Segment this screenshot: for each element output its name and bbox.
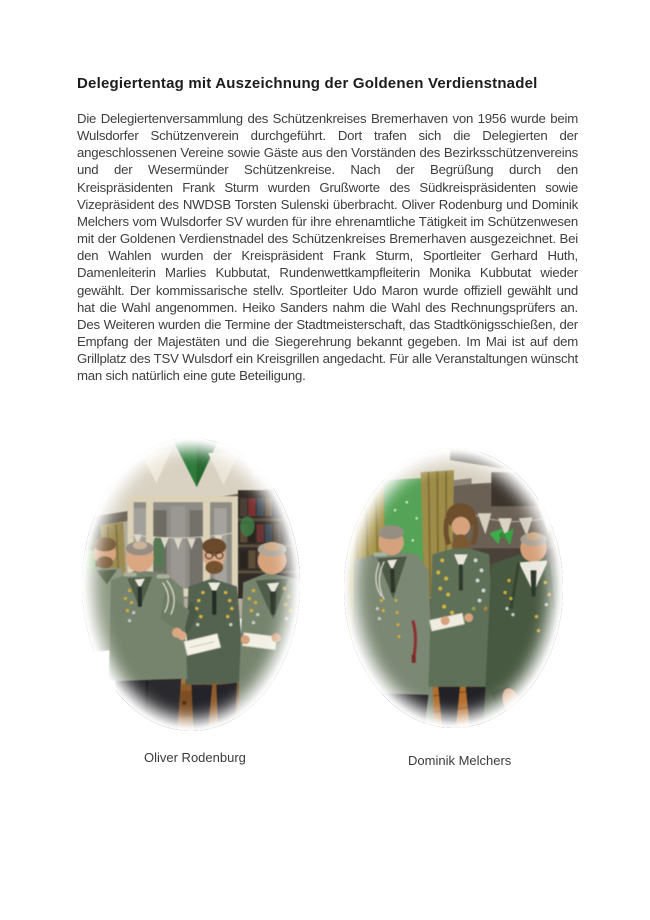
award-ceremony-illustration-right [344,448,563,728]
award-ceremony-illustration-left [82,438,300,731]
caption-dominik-melchers: Dominik Melchers [408,753,512,768]
article-heading: Delegiertentag mit Auszeichnung der Goldenen Verdienstnadel [77,75,538,92]
photo-dominik-melchers [344,448,563,728]
photo-oliver-rodenburg [82,438,300,731]
article-body: Die Delegiertenversammlung des Schützenkreises Bremerhaven von 1956 wurde beim Wulsdorfer Schützenverein durchgeführt. Dort trafen sich die Delegierten der angeschlossenen Vereine sowie Gäste aus den Vorständen des Bezirksschützenvereins und der Wesermünder Schützenkreise. Nach der Begrüßung durch den Kreispräsidenten Frank Sturm wurden Grußworte des Südkreispräsidenten sowie Vizepräsident des NWDSB Torsten Sulenski überbracht. Oliver Rodenburg und Dominik Melchers vom Wulsdorfer SV wurden für ihre ehrenamtliche Tätigkeit im Schützenwesen mit der Goldenen Verdienstnadel des Schützenkreises Bremerhaven ausgezeichnet. Bei den Wahlen wurden der Kreispräsident Frank Sturm, Sportleiter Gerhard Huth, Damenleiterin Marlies Kubbutat, Rundenwettkampfleiterin Monika Kubbutat wieder gewählt. Der kommissarische stellv. Sportleiter Udo Maron wurde offiziell gewählt und hat die Wahl angenommen. Heiko Sanders nahm die Wahl des Rechnungsprüfers an. Des Weiteren wurden die Termine der Stadtmeisterschaft, das Stadtkönigsschießen, der Empfang der Majestäten und die Siegerehrung bekannt gegeben. Im Mai ist auf dem Grillplatz des TSV Wulsdorf ein Kreisgrillen angedacht. Für alle Veranstaltungen wünscht man sich natürlich eine gute Beteiligung. [77,111,578,384]
caption-oliver-rodenburg: Oliver Rodenburg [144,750,246,765]
